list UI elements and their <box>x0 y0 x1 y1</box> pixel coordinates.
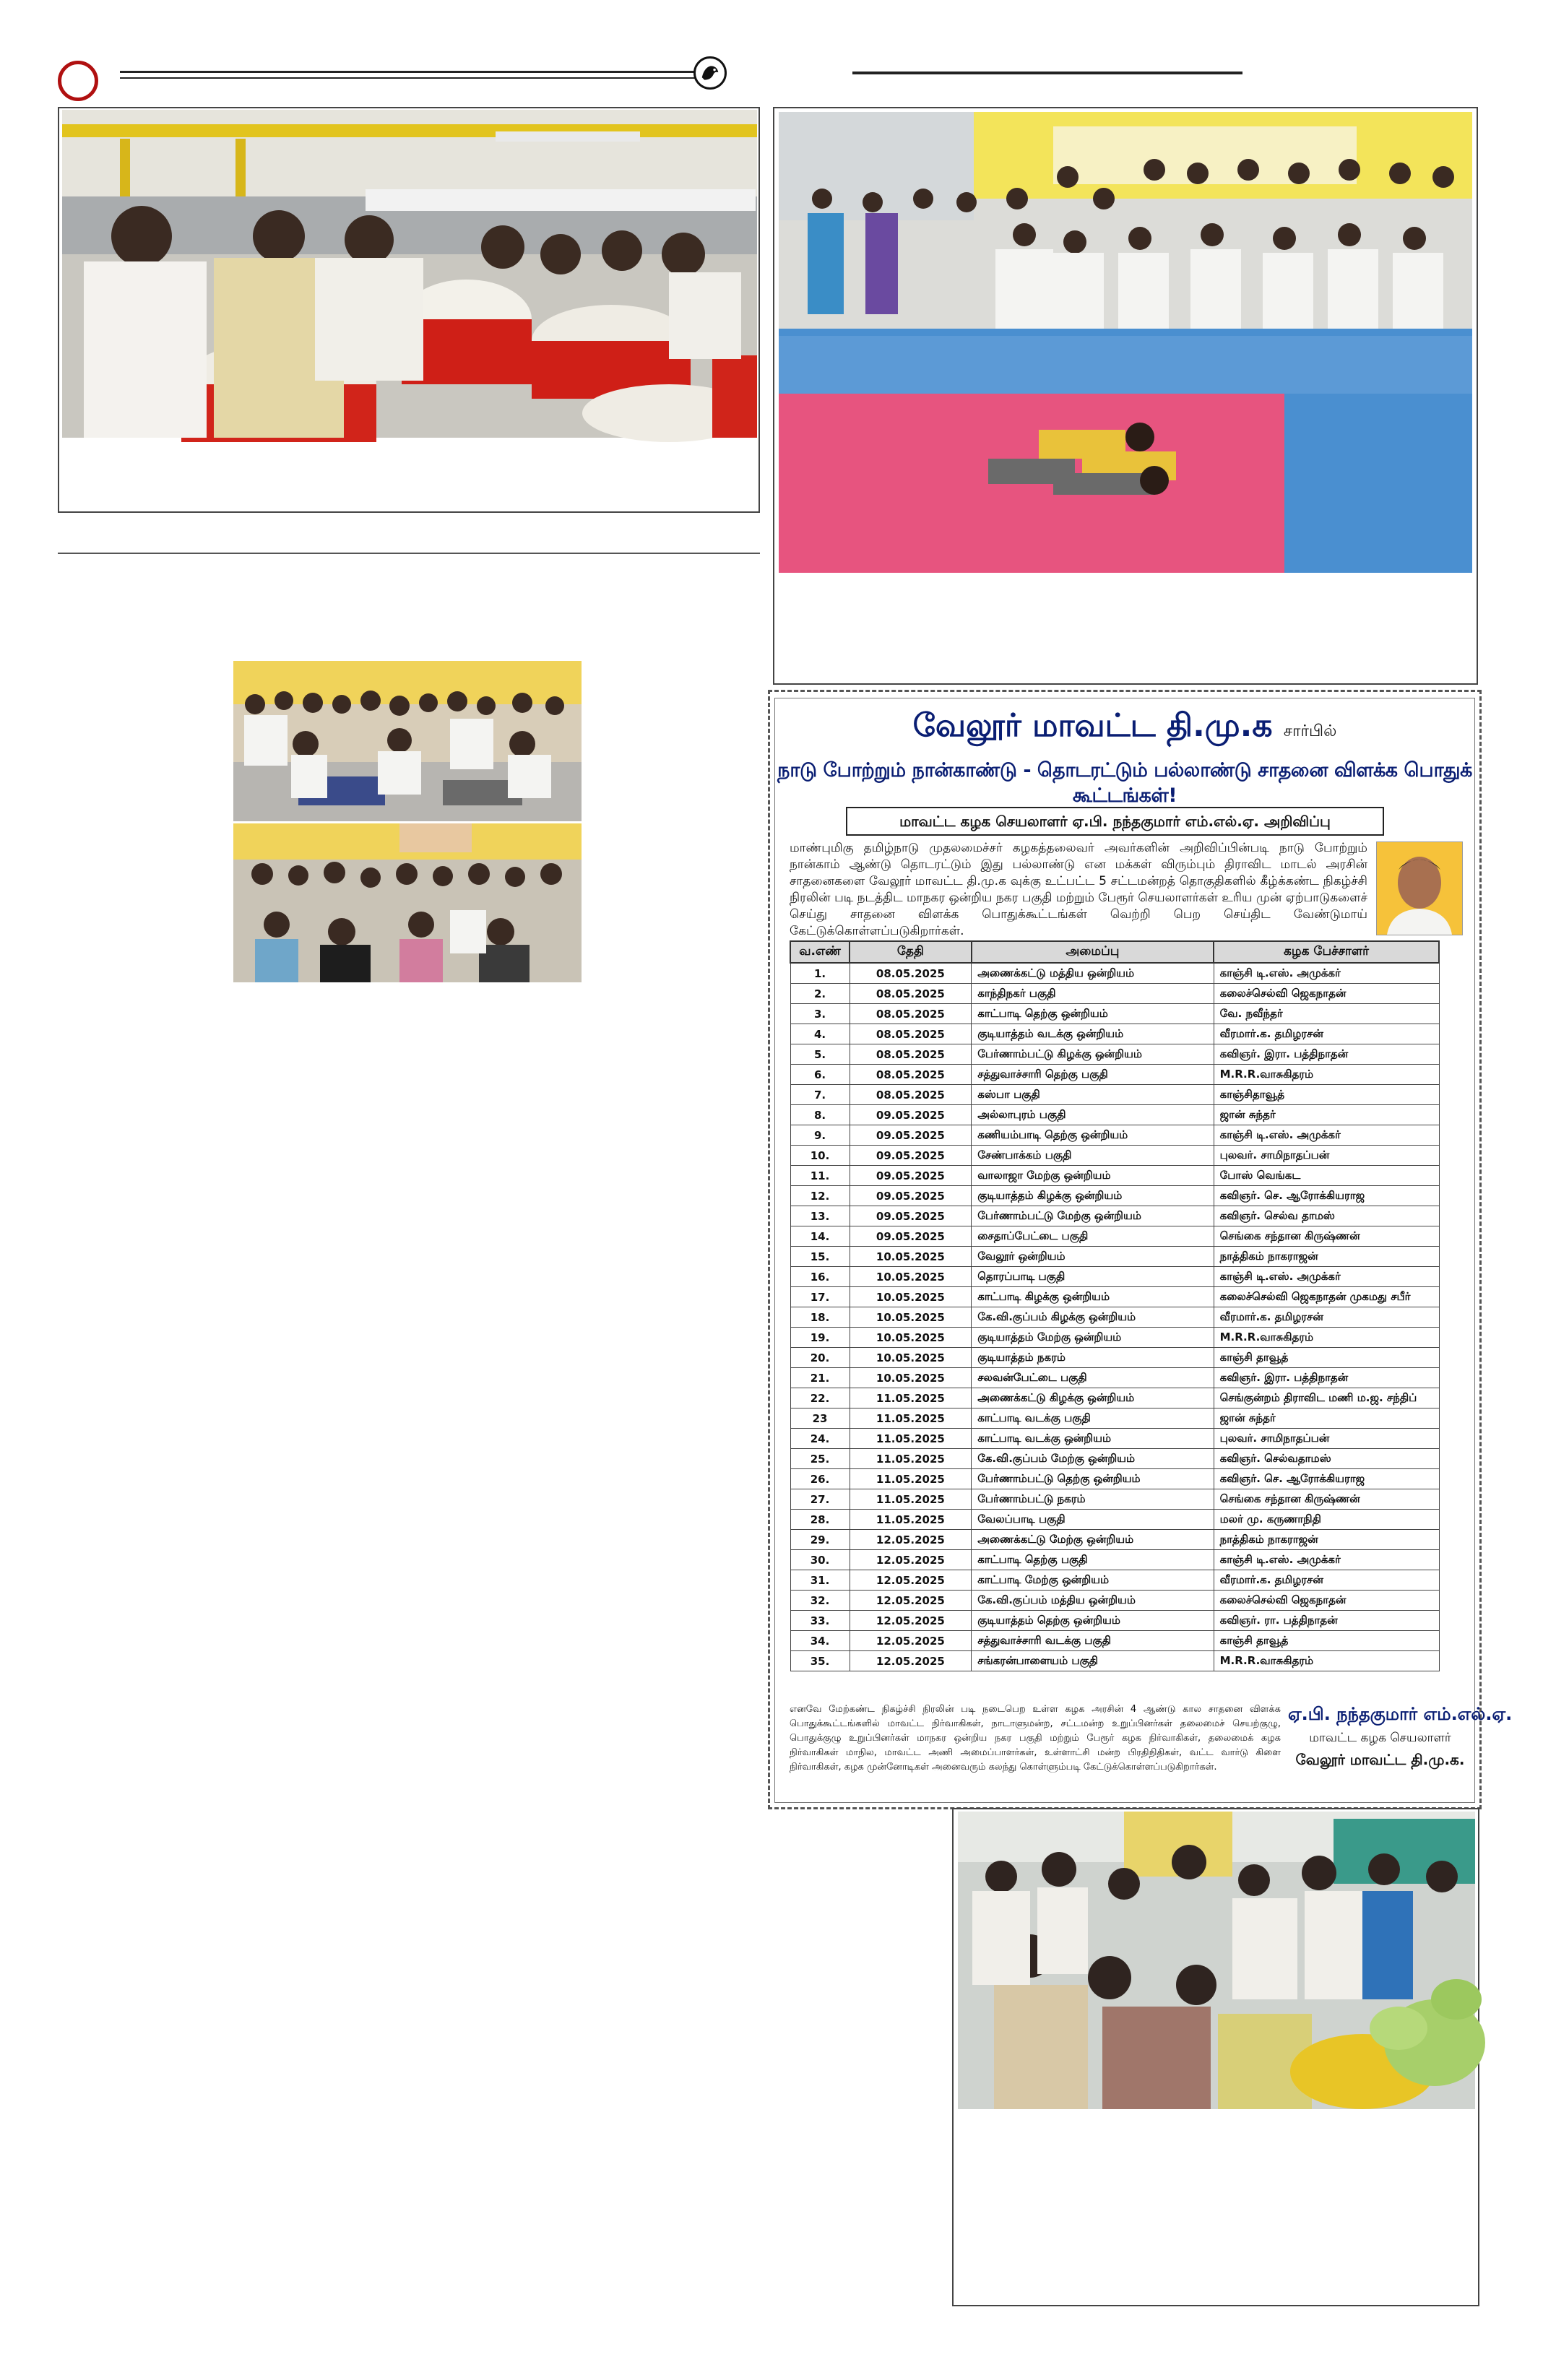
date-cell: 09.05.2025 <box>850 1186 972 1206</box>
serial-cell: 26. <box>790 1469 850 1489</box>
unit-cell: சலவன்பேட்டை பகுதி <box>972 1368 1214 1388</box>
speaker-cell: கலைச்செல்வி ஜெகநாதன் முகமது சபீர் <box>1214 1287 1439 1307</box>
unit-cell: குடியாத்தம் வடக்கு ஒன்றியம் <box>972 1024 1214 1044</box>
speaker-cell: புலவர். சாமிநாதப்பன் <box>1214 1146 1439 1166</box>
speaker-cell: காஞ்சி டி.எஸ். அமுக்கர் <box>1214 1125 1439 1146</box>
unit-cell: சத்துவாச்சாரி தெற்கு பகுதி <box>972 1065 1214 1085</box>
date-cell: 08.05.2025 <box>850 1004 972 1024</box>
page-folio-circle <box>58 61 98 101</box>
ad-announcer-box: மாவட்ட கழக செயலாளர் ஏ.பி. நந்தகுமார் எம்.எல்.ஏ. அறிவிப்பு <box>846 807 1384 836</box>
date-cell: 10.05.2025 <box>850 1267 972 1287</box>
serial-cell: 20. <box>790 1348 850 1368</box>
speaker-cell: நாத்திகம் நாகராஜன் <box>1214 1530 1439 1550</box>
speaker-cell: கவிஞர். செல்வ தாமஸ் <box>1214 1206 1439 1226</box>
serial-cell: 27. <box>790 1489 850 1510</box>
table-row <box>790 1530 1439 1550</box>
speaker-cell: M.R.R.வாசுகிதரம் <box>1214 1065 1439 1085</box>
serial-cell: 28. <box>790 1510 850 1530</box>
serial-cell: 11. <box>790 1166 850 1186</box>
serial-cell: 8. <box>790 1105 850 1125</box>
serial-cell: 5. <box>790 1044 850 1065</box>
unit-cell: குடியாத்தம் நகரம் <box>972 1348 1214 1368</box>
speaker-cell: கவிஞர். இரா. பத்திநாதன் <box>1214 1368 1439 1388</box>
unit-cell: தொரப்பாடி பகுதி <box>972 1267 1214 1287</box>
sports-event-photo <box>779 112 1472 573</box>
table-row <box>790 1429 1439 1449</box>
masthead-emblem-icon <box>693 56 727 90</box>
serial-cell: 24. <box>790 1429 850 1449</box>
table-row <box>790 1550 1439 1570</box>
date-cell: 08.05.2025 <box>850 1065 972 1085</box>
ad-title-suffix: சார்பில் <box>1283 722 1337 740</box>
unit-cell: வேலூர் ஒன்றியம் <box>972 1247 1214 1267</box>
date-cell: 11.05.2025 <box>850 1408 972 1429</box>
schedule-body <box>790 963 1439 1671</box>
table-row <box>790 984 1439 1004</box>
date-cell: 09.05.2025 <box>850 1226 972 1247</box>
table-row <box>790 1449 1439 1469</box>
table-row <box>790 1651 1439 1671</box>
table-row <box>790 1307 1439 1328</box>
table-row <box>790 1146 1439 1166</box>
speaker-cell: செங்கை சந்தான கிருஷ்ணன் <box>1214 1489 1439 1510</box>
table-row <box>790 1226 1439 1247</box>
speaker-cell: செங்குன்றம் திராவிட மணி ம.ஜ. சந்திப் <box>1214 1388 1439 1408</box>
serial-cell: 16. <box>790 1267 850 1287</box>
col-header-serial: வ.எண் <box>790 941 850 963</box>
serial-cell: 19. <box>790 1328 850 1348</box>
ad-intro: மாண்புமிகு தமிழ்நாடு முதலமைச்சர் கழகத்தலைவர் அவர்களின் அறிவிப்பின்படி நாடு போற்றும் நான்காம் ஆண்டு தொடரட்டும் இது பல்லாண்டு என மக்கள் விரும்பும் திராவிட மாடல் அரசின் சாதனைகளை வேலூர் மாவட்ட தி.மு.க வுக்கு உட்பட்ட 5 சட்டமன்றத் தொகுதிகளில் கீழ்க்கண்ட நிகழ்ச்சி நிரலின் படி நடத்திட மாநகர ஒன்றிய நகர பகுதி மற்றும் பேரூர் செயலாளர்கள் உரிய முன் ஏற்பாடுகளைச் செய்து சாதனை விளக்க பொதுக்கூட்டங்கள் வெற்றி பெற செய்திட வேண்டுமாய் கேட்டுக்கொள்ளப்படுகிறார்கள். <box>790 841 1368 938</box>
ad-title-line1 <box>775 707 1474 748</box>
date-cell: 08.05.2025 <box>850 1024 972 1044</box>
date-cell: 11.05.2025 <box>850 1489 972 1510</box>
unit-cell: கஸ்பா பகுதி <box>972 1085 1214 1105</box>
ad-box <box>774 698 1513 1803</box>
table-row <box>790 1489 1439 1510</box>
unit-cell: வேலப்பாடி பகுதி <box>972 1510 1214 1530</box>
schedule-header-row <box>790 941 1439 963</box>
serial-cell: 18. <box>790 1307 850 1328</box>
serial-cell: 7. <box>790 1085 850 1105</box>
table-row <box>790 1044 1439 1065</box>
col-header-speaker: கழக பேச்சாளர் <box>1214 941 1439 963</box>
speaker-cell: ஜான் சுந்தர் <box>1214 1408 1439 1429</box>
date-cell: 12.05.2025 <box>850 1631 972 1651</box>
unit-cell: பேர்ணாம்பட்டு நகரம் <box>972 1489 1214 1510</box>
unit-cell: காட்பாடி தெற்கு ஒன்றியம் <box>972 1004 1214 1024</box>
serial-cell: 30. <box>790 1550 850 1570</box>
food-distribution-photo-bottom <box>233 823 582 982</box>
date-cell: 08.05.2025 <box>850 984 972 1004</box>
speaker-cell: ஜான் சுந்தர் <box>1214 1105 1439 1125</box>
food-distribution-photo-top <box>233 661 582 821</box>
unit-cell: காட்பாடி கிழக்கு ஒன்றியம் <box>972 1287 1214 1307</box>
serial-cell: 13. <box>790 1206 850 1226</box>
unit-cell: கே.வி.குப்பம் கிழக்கு ஒன்றியம் <box>972 1307 1214 1328</box>
table-row <box>790 1388 1439 1408</box>
table-row <box>790 1085 1439 1105</box>
table-row <box>790 1469 1439 1489</box>
signer-role: மாவட்ட கழக செயலாளர் <box>1309 1731 1451 1745</box>
table-row <box>790 1206 1439 1226</box>
date-cell: 09.05.2025 <box>850 1146 972 1166</box>
speaker-cell: கவிஞர். செ. ஆரோக்கியராஜ <box>1214 1186 1439 1206</box>
date-cell: 08.05.2025 <box>850 1044 972 1065</box>
date-cell: 12.05.2025 <box>850 1550 972 1570</box>
serial-cell: 9. <box>790 1125 850 1146</box>
signer-org: வேலூர் மாவட்ட தி.மு.க. <box>1295 1751 1465 1768</box>
speaker-cell: மலர் மு. கருணாநிதி <box>1214 1510 1439 1530</box>
date-cell: 12.05.2025 <box>850 1591 972 1611</box>
serial-cell: 10. <box>790 1146 850 1166</box>
speaker-cell: M.R.R.வாசுகிதரம் <box>1214 1328 1439 1348</box>
serial-cell: 15. <box>790 1247 850 1267</box>
speaker-cell: கவிஞர். செல்வதாமஸ் <box>1214 1449 1439 1469</box>
section-divider <box>58 553 760 554</box>
schedule-table <box>790 940 1440 1671</box>
speaker-cell: கலைச்செல்வி ஜெகநாதன் <box>1214 984 1439 1004</box>
table-row <box>790 1125 1439 1146</box>
table-row <box>790 1287 1439 1307</box>
speaker-cell: கவிஞர். செ. ஆரோக்கியராஜ <box>1214 1469 1439 1489</box>
serial-cell: 14. <box>790 1226 850 1247</box>
ad-title-main: வேலூர் மாவட்ட தி.மு.க <box>912 707 1273 744</box>
serial-cell: 4. <box>790 1024 850 1044</box>
unit-cell: சங்கரன்பாளையம் பகுதி <box>972 1651 1214 1671</box>
table-row <box>790 1591 1439 1611</box>
date-cell: 10.05.2025 <box>850 1368 972 1388</box>
unit-cell: குடியாத்தம் தெற்கு ஒன்றியம் <box>972 1611 1214 1631</box>
unit-cell: அணைக்கட்டு மத்திய ஒன்றியம் <box>972 963 1214 984</box>
speaker-cell: வீரமார்.க. தமிழரசன் <box>1214 1024 1439 1044</box>
table-row <box>790 1004 1439 1024</box>
speaker-cell: வீரமார்.க. தமிழரசன் <box>1214 1307 1439 1328</box>
serial-cell: 6. <box>790 1065 850 1085</box>
ad-signature-block <box>1288 1704 1513 1770</box>
speaker-cell: காஞ்சி டி.எஸ். அமுக்கர் <box>1214 1550 1439 1570</box>
speaker-cell: புலவர். சாமிநாதப்பன் <box>1214 1429 1439 1449</box>
date-cell: 11.05.2025 <box>850 1388 972 1408</box>
table-row <box>790 1368 1439 1388</box>
serial-cell: 2. <box>790 984 850 1004</box>
table-row <box>790 1247 1439 1267</box>
table-row <box>790 963 1439 984</box>
table-row <box>790 1065 1439 1085</box>
table-row <box>790 1510 1439 1530</box>
col-header-unit: அமைப்பு <box>972 941 1214 963</box>
unit-cell: கே.வி.குப்பம் மேற்கு ஒன்றியம் <box>972 1449 1214 1469</box>
unit-cell: பேர்ணாம்பட்டு தெற்கு ஒன்றியம் <box>972 1469 1214 1489</box>
date-cell: 10.05.2025 <box>850 1328 972 1348</box>
speaker-cell: காஞ்சிதாவூத் <box>1214 1085 1439 1105</box>
table-row <box>790 1186 1439 1206</box>
date-cell: 12.05.2025 <box>850 1611 972 1631</box>
table-row <box>790 1166 1439 1186</box>
date-cell: 10.05.2025 <box>850 1348 972 1368</box>
unit-cell: பேர்ணாம்பட்டு கிழக்கு ஒன்றியம் <box>972 1044 1214 1065</box>
speaker-cell: வீரமார்.க. தமிழரசன் <box>1214 1570 1439 1591</box>
unit-cell: சத்துவாச்சாரி வடக்கு பகுதி <box>972 1631 1214 1651</box>
signer-name: ஏ.பி. நந்தகுமார் எம்.எல்.ஏ. <box>1288 1704 1513 1724</box>
serial-cell: 35. <box>790 1651 850 1671</box>
table-row <box>790 1408 1439 1429</box>
date-cell: 09.05.2025 <box>850 1166 972 1186</box>
date-cell: 08.05.2025 <box>850 1085 972 1105</box>
date-cell: 11.05.2025 <box>850 1429 972 1449</box>
serial-cell: 3. <box>790 1004 850 1024</box>
date-cell: 10.05.2025 <box>850 1287 972 1307</box>
speaker-cell: வே. நவீந்தர் <box>1214 1004 1439 1024</box>
unit-cell: கணியம்பாடி தெற்கு ஒன்றியம் <box>972 1125 1214 1146</box>
date-cell: 10.05.2025 <box>850 1307 972 1328</box>
speaker-cell: காஞ்சி டி.எஸ். அமுக்கர் <box>1214 1267 1439 1287</box>
table-row <box>790 1328 1439 1348</box>
serial-cell: 33. <box>790 1611 850 1631</box>
serial-cell: 25. <box>790 1449 850 1469</box>
unit-cell: காட்பாடி வடக்கு ஒன்றியம் <box>972 1429 1214 1449</box>
serial-cell: 32. <box>790 1591 850 1611</box>
date-cell: 09.05.2025 <box>850 1125 972 1146</box>
speaker-cell: போஸ் வெங்கட <box>1214 1166 1439 1186</box>
unit-cell: அல்லாபுரம் பகுதி <box>972 1105 1214 1125</box>
serial-cell: 23 <box>790 1408 850 1429</box>
table-row <box>790 1348 1439 1368</box>
ad-title-line2: நாடு போற்றும் நான்காண்டு - தொடரட்டும் பல்லாண்டு சாதனை விளக்க பொதுக் கூட்டங்கள்! <box>777 759 1472 807</box>
unit-cell: அணைக்கட்டு மேற்கு ஒன்றியம் <box>972 1530 1214 1550</box>
col-header-date: தேதி <box>850 941 972 963</box>
unit-cell: கே.வி.குப்பம் மத்திய ஒன்றியம் <box>972 1591 1214 1611</box>
date-cell: 09.05.2025 <box>850 1206 972 1226</box>
date-cell: 12.05.2025 <box>850 1651 972 1671</box>
unit-cell: சேண்பாக்கம் பகுதி <box>972 1146 1214 1166</box>
unit-cell: காட்பாடி வடக்கு பகுதி <box>972 1408 1214 1429</box>
serial-cell: 12. <box>790 1186 850 1206</box>
secretary-portrait <box>1376 841 1463 935</box>
speaker-cell: செங்கை சந்தான கிருஷ்ணன் <box>1214 1226 1439 1247</box>
serial-cell: 31. <box>790 1570 850 1591</box>
serial-cell: 17. <box>790 1287 850 1307</box>
speaker-cell: காஞ்சி டி.எஸ். அமுக்கர் <box>1214 963 1439 984</box>
unit-cell: காட்பாடி மேற்கு ஒன்றியம் <box>972 1570 1214 1591</box>
table-row <box>790 1024 1439 1044</box>
speaker-cell: கலைச்செல்வி ஜெகநாதன் <box>1214 1591 1439 1611</box>
speaker-cell: காஞ்சி தாவூத் <box>1214 1631 1439 1651</box>
unit-cell: குடியாத்தம் கிழக்கு ஒன்றியம் <box>972 1186 1214 1206</box>
unit-cell: காட்பாடி தெற்கு பகுதி <box>972 1550 1214 1570</box>
unit-cell: சைதாப்பேட்டை பகுதி <box>972 1226 1214 1247</box>
fruit-distribution-photo <box>958 1812 1475 2109</box>
date-cell: 11.05.2025 <box>850 1469 972 1489</box>
unit-cell: பேர்ணாம்பட்டு மேற்கு ஒன்றியம் <box>972 1206 1214 1226</box>
unit-cell: காந்திநகர் பகுதி <box>972 984 1214 1004</box>
speaker-cell: நாத்திகம் நாகராஜன் <box>1214 1247 1439 1267</box>
table-row <box>790 1611 1439 1631</box>
serial-cell: 29. <box>790 1530 850 1550</box>
table-row <box>790 1631 1439 1651</box>
serial-cell: 21. <box>790 1368 850 1388</box>
speaker-cell: கவிஞர். ரா. பத்திநாதன் <box>1214 1611 1439 1631</box>
serial-cell: 34. <box>790 1631 850 1651</box>
factory-visit-photo <box>62 110 757 438</box>
date-cell: 11.05.2025 <box>850 1510 972 1530</box>
date-cell: 12.05.2025 <box>850 1530 972 1550</box>
speaker-cell: கவிஞர். இரா. பத்திநாதன் <box>1214 1044 1439 1065</box>
unit-cell: வாலாஜா மேற்கு ஒன்றியம் <box>972 1166 1214 1186</box>
date-cell: 12.05.2025 <box>850 1570 972 1591</box>
speaker-cell: M.R.R.வாசுகிதரம் <box>1214 1651 1439 1671</box>
speaker-cell: காஞ்சி தாவூத் <box>1214 1348 1439 1368</box>
table-row <box>790 1570 1439 1591</box>
table-row <box>790 1267 1439 1287</box>
serial-cell: 1. <box>790 963 850 984</box>
unit-cell: குடியாத்தம் மேற்கு ஒன்றியம் <box>972 1328 1214 1348</box>
header-rule <box>120 71 698 79</box>
unit-cell: அணைக்கட்டு கிழக்கு ஒன்றியம் <box>972 1388 1214 1408</box>
serial-cell: 22. <box>790 1388 850 1408</box>
date-cell: 11.05.2025 <box>850 1449 972 1469</box>
date-cell: 09.05.2025 <box>850 1105 972 1125</box>
header-rule-right <box>852 72 1242 74</box>
table-row <box>790 1105 1439 1125</box>
date-cell: 08.05.2025 <box>850 963 972 984</box>
ad-footer-note: எனவே மேற்கண்ட நிகழ்ச்சி நிரலின் படி நடைபெற உள்ள கழக அரசின் 4 ஆண்டு கால சாதனை விளக்க பொதுக்கூட்டங்களில் மாவட்ட நிர்வாகிகள், நாடாளுமன்ற, சட்டமன்ற உறுப்பினர்கள் தலைமைச் செயற்குழு, பொதுக்குழு உறுப்பினர்கள் மாநகர ஒன்றிய நகர பகுதி மற்றும் பேரூர் கழக நிர்வாகிகள், தலைமைக் கழக நிர்வாகிகள் மாநில, மாவட்ட அணி அமைப்பாளர்கள், உள்ளாட்சி மன்ற பிரதிநிதிகள், வட்ட வார்டு கிளை நிர்வாகிகள், கழக முன்னோடிகள் அனைவரும் கலந்து கொள்ளும்படி கேட்டுக்கொள்ளப்படுகிறார்கள். <box>790 1704 1281 1773</box>
date-cell: 10.05.2025 <box>850 1247 972 1267</box>
